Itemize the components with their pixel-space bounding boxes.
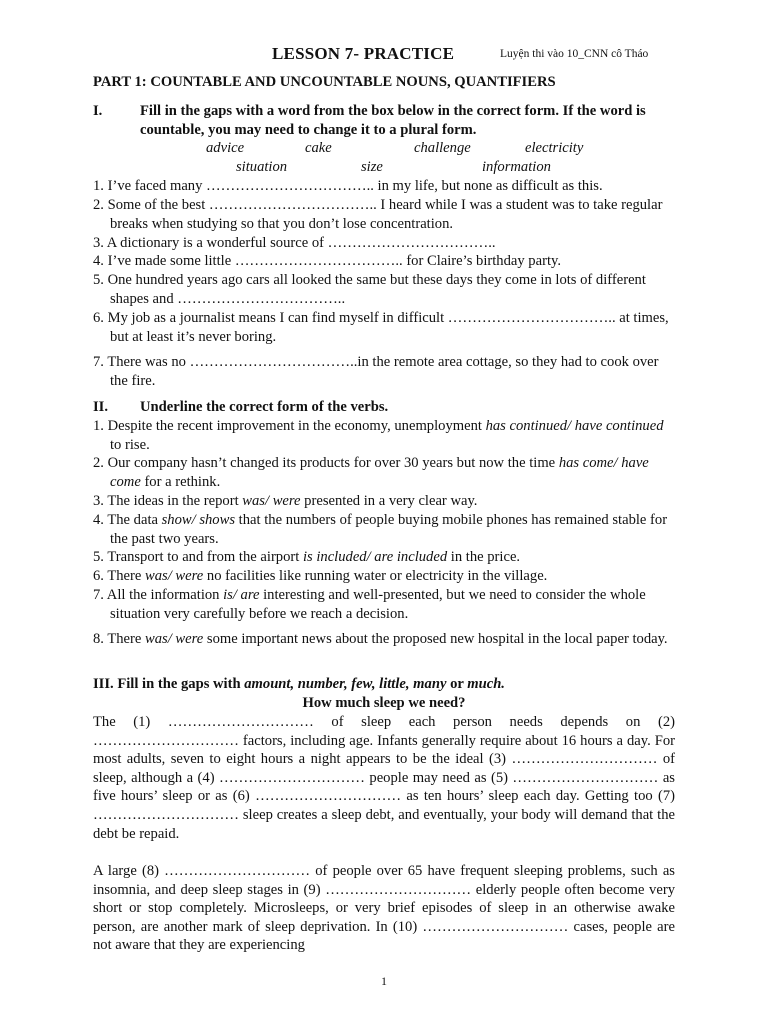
word-size: size — [361, 159, 383, 175]
section2-item — [93, 548, 678, 567]
word-information: information — [482, 159, 551, 175]
word-electricity: electricity — [525, 140, 584, 156]
lesson-title: LESSON 7- PRACTICE — [272, 44, 455, 63]
part1-title: PART 1: COUNTABLE AND UNCOUNTABLE NOUNS, QUANTIFIERS — [93, 74, 556, 90]
reading-paragraph-2: A large (8) ………………………… of people over 65 have frequent sleeping problems, such as insomnia, and deep sleep stages in (9) ………………………… elderly people often become very short or stop completely. Microsleeps, or very brief episodes of sleep in an otherwise awake person, are another mark of sleep deprivation. In (10) ………………………… cases, people are not aware that they are experiencing — [93, 863, 675, 954]
section1-item: 6. My job as a journalist means I can find myself in difficult …………………………….. at times, but at least it’s never boring. — [93, 310, 669, 345]
section2-item — [93, 630, 678, 649]
section1-item: 5. One hundred years ago cars all looked the same but these days they come in lots of different shapes and …………………………….. — [93, 272, 646, 307]
section3-lead: III. Fill in the gaps with — [93, 676, 245, 692]
section1-item: 2. Some of the best …………………………….. I heard while I was a student was to take regular breaks when studying so that you don’t lose concentration. — [93, 197, 663, 232]
item-text: some important news about the proposed new hospital in the local paper today. — [203, 631, 668, 647]
item-text: to rise. — [110, 436, 150, 453]
section2-item — [93, 492, 678, 511]
section2-item — [93, 586, 678, 623]
section1-item: 7. There was no ……………………………..in the remote area cottage, so they had to cook over the fire. — [93, 354, 659, 389]
section2-item — [93, 511, 678, 548]
word-challenge: challenge — [414, 140, 471, 156]
verb-options: was/ were — [145, 568, 204, 584]
item-text: that the numbers of people buying mobile phones has remained stable for the past two years. — [110, 512, 668, 547]
section1-heading — [93, 102, 678, 140]
verb-options: has continued/ have continued — [485, 418, 664, 434]
word-advice: advice — [206, 140, 245, 156]
section1-instruction: Fill in the gaps with a word from the box below in the correct form. If the word is countable, you may need to change it to a plural form. — [140, 103, 646, 138]
word-situation: situation — [236, 159, 288, 175]
section1-item: 3. A dictionary is a wonderful source of …………………………….. — [93, 235, 496, 251]
reading-title: How much sleep we need? — [302, 695, 466, 711]
section2-heading — [93, 398, 678, 417]
item-text: 8. There — [93, 631, 146, 647]
verb-options: was/ were — [242, 493, 301, 509]
reading-paragraph-1: The (1) ………………………… of sleep each person needs depends on (2) ………………………… factors, including age. Infants generally require about 16 hours a day. For most adults, seven to eight hours a night appears to be the ideal (3) ………………………… of sleep, although a (4) ………………………… people may need as (5) ………………………… as five hours’ sleep or as (6) ………………………… as ten hours’ sleep each day. Getting too (7) ………………………… sleep creates a sleep debt, and eventually, your body will demand that the debt be repaid. — [93, 714, 675, 842]
verb-options: was/ were — [145, 631, 204, 647]
item-text: presented in a very clear way. — [300, 493, 478, 509]
item-text: interesting and well-presented, but we need to consider the whole situation very carefully before we reach a decision. — [110, 587, 646, 622]
item-text: no facilities like running water or electricity in the village. — [203, 568, 548, 584]
verb-options: is/ are — [223, 587, 260, 603]
section2-number: II. — [93, 399, 109, 415]
item-text: 7. All the information — [93, 587, 224, 603]
section2-item — [93, 567, 678, 586]
item-text: 3. The ideas in the report — [93, 493, 243, 509]
section3-last-word: much. — [467, 676, 505, 692]
section2-item — [93, 454, 678, 491]
word-cake: cake — [305, 140, 332, 156]
page-header — [0, 44, 768, 66]
verb-options: has come/ have come — [110, 455, 649, 490]
item-text: for a rethink. — [140, 473, 221, 490]
item-text: 2. Our company hasn’t changed its products for over 30 years but now the time — [93, 455, 559, 471]
section1-item: 1. I’ve faced many …………………………….. in my life, but none as difficult as this. — [93, 178, 603, 194]
section3-or: or — [446, 676, 468, 692]
verb-options: is included/ are included — [302, 549, 448, 565]
author-note: Luyện thi vào 10_CNN cô Tháo — [500, 48, 649, 60]
section1-item: 4. I’ve made some little …………………………….. for Claire’s birthday party. — [93, 253, 561, 269]
section3-words: amount, number, few, little, many — [244, 676, 447, 692]
item-text: 4. The data — [93, 512, 162, 528]
section1-number: I. — [93, 103, 103, 119]
item-text: 1. Despite the recent improvement in the economy, unemployment — [93, 418, 486, 434]
section2-instruction: Underline the correct form of the verbs. — [140, 399, 389, 415]
item-text: in the price. — [447, 549, 521, 565]
section3-heading — [93, 675, 678, 694]
item-text: 6. There — [93, 568, 146, 584]
verb-options: show/ shows — [161, 512, 236, 528]
section2-item — [93, 417, 678, 454]
item-text: 5. Transport to and from the airport — [93, 549, 303, 565]
page-number: 1 — [381, 974, 387, 988]
